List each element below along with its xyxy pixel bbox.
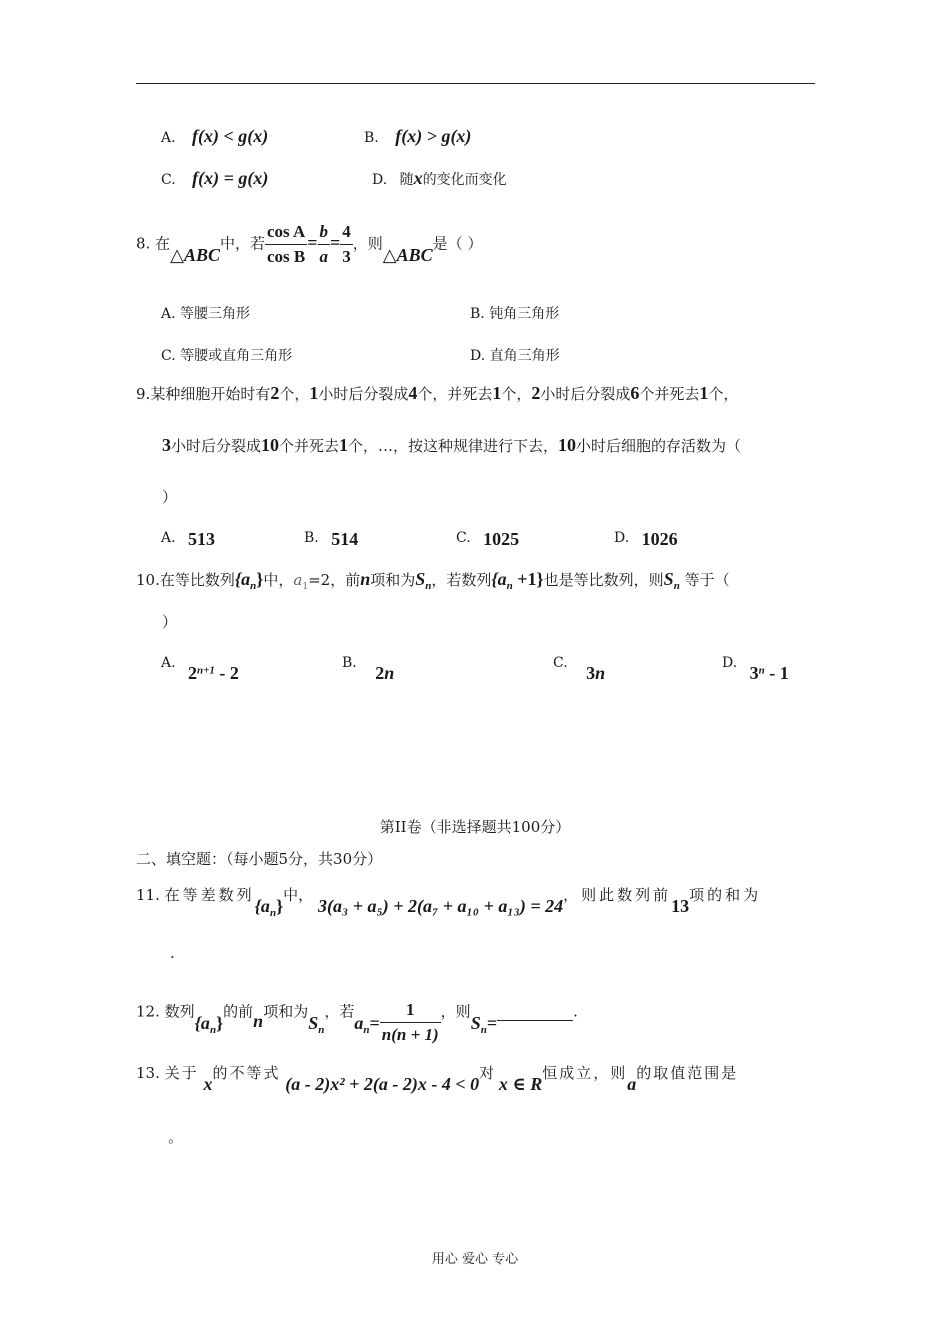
number: 2 (270, 383, 280, 403)
math-var: x (203, 1074, 213, 1094)
math-var: n (360, 569, 371, 589)
text: 的前 (223, 1002, 254, 1021)
q9-option-c (456, 526, 519, 547)
answer-blank[interactable] (497, 1020, 573, 1021)
option-label: D. (722, 655, 738, 671)
frac-den: 3 (342, 247, 351, 266)
math-num: 2 (375, 663, 385, 683)
option-label: C. (161, 348, 176, 364)
text: 某种细胞开始时有 (150, 385, 271, 403)
text: 个，…，按这种规律进行下去， (348, 437, 559, 455)
q10-option-a (161, 651, 239, 683)
math-expr: f(x) < g(x) (192, 126, 269, 146)
math-op: } (216, 1012, 224, 1033)
question-number: 8. (136, 234, 151, 253)
math-var: S (470, 1012, 481, 1033)
q9-option-d (614, 526, 678, 547)
option-label: C. (161, 172, 176, 188)
math-sub: n (269, 907, 277, 919)
math-var: {a (254, 896, 270, 916)
question-9-line-1 (136, 383, 738, 404)
fraction (265, 222, 307, 267)
question-number: 9. (136, 385, 151, 403)
math-var: x (413, 168, 423, 188)
text: 中， (263, 571, 294, 589)
math-sub: n (209, 1023, 217, 1036)
number: 6 (630, 383, 640, 403)
math-expr: △ABC (382, 244, 433, 265)
math-var: n (253, 1010, 264, 1031)
math-sub: n (480, 1023, 487, 1036)
option-expr (188, 663, 239, 683)
question-10-close (162, 611, 177, 632)
option-value: 1026 (641, 529, 678, 549)
frac-den: n(n + 1) (381, 1025, 439, 1044)
number: 10 (558, 435, 577, 455)
math-expr: (a - 2)x² + 2(a - 2)x - 4 < 0 (285, 1074, 480, 1094)
frac-num: b (318, 222, 331, 245)
frac-num: 1 (380, 1000, 441, 1023)
q7-option-d (372, 168, 507, 189)
math-var: n (384, 663, 395, 683)
math-sub: n (318, 1023, 325, 1036)
text: ，则 (440, 1002, 471, 1021)
option-label: D. (614, 530, 630, 546)
math-op: = (330, 232, 341, 253)
question-9-close (162, 486, 177, 507)
text: 小时后分裂成 (318, 385, 409, 403)
number: 4 (408, 383, 418, 403)
text: 随 (399, 172, 414, 188)
math-op: - 2 (214, 663, 239, 683)
option-label: B. (342, 655, 357, 671)
text: 是（ ） (432, 234, 483, 253)
q7-option-b (364, 126, 471, 147)
option-label: C. (553, 655, 568, 671)
math-sub: 1 (302, 582, 309, 592)
text: 个并死去 (279, 437, 340, 455)
q10-option-b (342, 651, 395, 683)
question-10 (136, 569, 730, 592)
math-var: a (627, 1074, 637, 1094)
header-rule (136, 83, 815, 84)
option-text: 等腰三角形 (180, 306, 251, 322)
math-op: } (276, 896, 284, 916)
question-13 (136, 1062, 739, 1094)
text: ，则 (352, 234, 383, 253)
term-var (354, 1012, 370, 1036)
text: 恒成立，则 (542, 1064, 628, 1082)
q8-option-b (470, 303, 559, 323)
number: 10 (261, 435, 280, 455)
question-11-end: . (170, 944, 175, 962)
option-label: C. (456, 530, 471, 546)
text: 项的和为 (689, 886, 762, 904)
number: 3 (162, 435, 171, 455)
text: 项和为 (370, 571, 416, 589)
question-12 (136, 990, 578, 1044)
sum-var (308, 1012, 325, 1036)
math-var: {a (491, 569, 507, 589)
question-11 (136, 884, 762, 919)
math-op: +1} (512, 569, 544, 589)
number: 1 (309, 383, 319, 403)
math-op: = (486, 1012, 498, 1033)
math-var: a (354, 1012, 364, 1033)
text: 中， (283, 886, 314, 904)
math-var: n (595, 663, 606, 683)
math-num: 2 (188, 663, 198, 683)
text: 的不等式 (212, 1064, 281, 1082)
q7-option-c (161, 168, 268, 189)
math-expr: f(x) > g(x) (395, 126, 472, 146)
option-value: 1025 (483, 529, 520, 549)
math-expr: f(x) = g(x) (192, 168, 269, 188)
text: 数列 (164, 1002, 195, 1021)
q10-option-d (722, 651, 789, 683)
math-sub: n (363, 1023, 370, 1036)
option-label: D. (470, 348, 486, 364)
frac-den: cos B (267, 247, 306, 266)
question-8 (136, 222, 482, 267)
q10-option-c (553, 651, 606, 683)
option-value: 513 (188, 529, 216, 549)
q8-option-a (161, 303, 250, 323)
math-var: S (308, 1012, 319, 1033)
option-value: 514 (331, 529, 359, 549)
text: ，则此数列前 (563, 886, 672, 904)
option-label: D. (372, 172, 388, 188)
text: 的取值范围是 (636, 1064, 739, 1082)
q8-option-d (470, 345, 560, 365)
option-text: 等腰或直角三角形 (180, 348, 293, 364)
option-label: A. (161, 655, 176, 671)
number: 1 (339, 435, 349, 455)
math-num: 3 (749, 663, 759, 683)
math-op: = (307, 232, 318, 253)
text: 小时后细胞的存活数为（ (576, 437, 742, 455)
frac-den: a (319, 247, 329, 266)
text: 对 (479, 1064, 495, 1082)
sequence-expr (194, 1012, 224, 1036)
text: . (573, 1002, 578, 1021)
text: ） (162, 488, 178, 506)
sum-var (470, 1012, 487, 1036)
q9-option-a (161, 526, 215, 547)
math-sub: n (506, 580, 513, 592)
option-text: 钝角三角形 (489, 306, 560, 322)
math-num: 3 (586, 663, 596, 683)
option-label: B. (364, 130, 379, 146)
question-number: 13. (136, 1064, 160, 1082)
text: 项和为 (263, 1002, 309, 1021)
math-sub: n (250, 580, 257, 592)
text: 在等比数列 (159, 571, 235, 589)
option-expr (375, 663, 395, 683)
math-expr: 3(a₃ + a₅) + 2(a₇ + a₁₀ + a₁₃) = 24 (317, 896, 564, 916)
math-var: {a (194, 1012, 210, 1033)
math-sup: n (758, 664, 765, 677)
math-expr: x ∈ R (498, 1074, 543, 1094)
text: 在 (155, 234, 171, 253)
fraction (380, 1000, 441, 1045)
q8-option-c (161, 345, 292, 365)
text: 个， (708, 385, 739, 403)
section-heading: 二、填空题：（每小题5分，共30分） (136, 850, 383, 868)
option-label: A. (161, 530, 176, 546)
math-var: S (415, 569, 426, 589)
text: 小时后分裂成 (171, 437, 262, 455)
fraction (340, 222, 353, 267)
text: ） (162, 613, 178, 631)
option-label: A. (161, 130, 176, 146)
option-text: 直角三角形 (489, 348, 560, 364)
option-label: B. (304, 530, 319, 546)
page-footer: 用心 爱心 专心 (431, 1252, 519, 1267)
text: 中，若 (219, 234, 265, 253)
text: 个，并死去 (417, 385, 493, 403)
math-sup: n+1 (197, 664, 215, 677)
text: ，若数列 (431, 571, 492, 589)
text: 关于 (164, 1064, 199, 1082)
math-op: } (256, 569, 264, 589)
math-var: a (293, 571, 303, 589)
number: 2 (531, 383, 541, 403)
sequence-expr (254, 896, 284, 919)
text: 个并死去 (639, 385, 700, 403)
text: 个， (279, 385, 310, 403)
text: ，若 (324, 1002, 355, 1021)
section-title: 第II卷（非选择题共100分） (379, 818, 571, 836)
question-number: 12. (136, 1002, 160, 1021)
math-op: - 1 (764, 663, 789, 683)
q9-option-b (304, 526, 358, 547)
option-expr (749, 663, 789, 683)
question-number: 11. (136, 886, 160, 904)
math-expr: △ABC (170, 244, 220, 265)
math-var: S (663, 569, 674, 589)
number: 13 (671, 896, 690, 916)
text: 的变化而变化 (422, 172, 507, 188)
text: 等于（ (679, 571, 730, 589)
number: 1 (492, 383, 502, 403)
text: 也是等比数列，则 (543, 571, 664, 589)
text: 个， (501, 385, 532, 403)
text: =2，前 (308, 571, 361, 589)
text: 小时后分裂成 (540, 385, 631, 403)
frac-num: cos A (265, 222, 307, 245)
text: 在等差数列 (164, 886, 255, 904)
number: 1 (699, 383, 709, 403)
frac-num: 4 (340, 222, 353, 245)
math-var: {a (234, 569, 251, 589)
math-sub: n (673, 580, 680, 592)
q7-option-a (161, 126, 268, 147)
option-expr (586, 663, 606, 683)
math-op: = (369, 1012, 380, 1033)
fraction (318, 222, 331, 267)
option-label: B. (470, 306, 485, 322)
question-number: 10. (136, 571, 160, 589)
question-9-line-2 (162, 435, 741, 456)
question-13-end: 。 (168, 1128, 184, 1146)
math-sub: n (425, 580, 432, 592)
option-label: A. (161, 306, 176, 322)
